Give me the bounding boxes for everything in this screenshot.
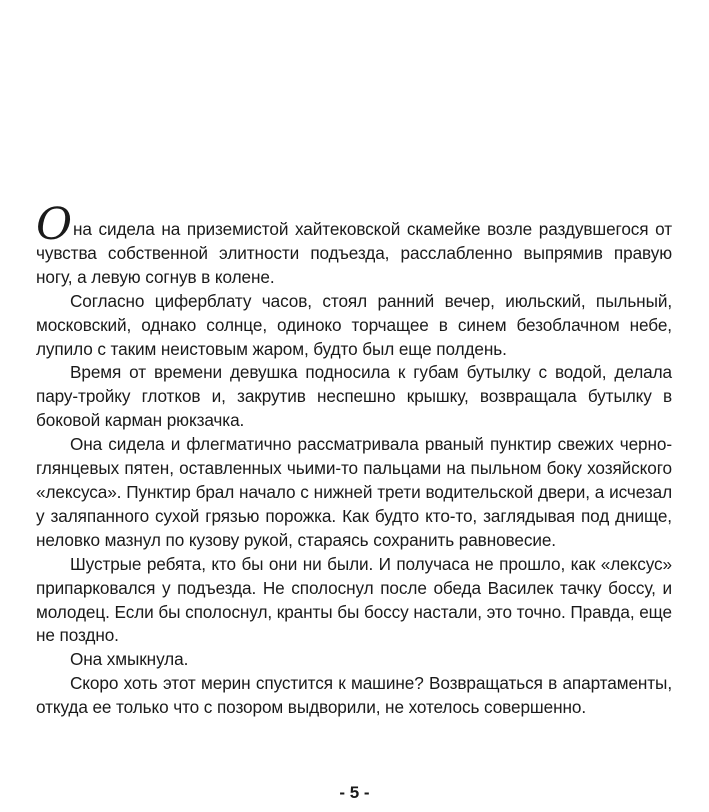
paragraph <box>36 199 672 290</box>
paragraph: Время от времени девушка подносила к губам бутылку с водой, делала пару-тройку глотков и, закрутив неспешно крышку, возвращала бутылку в боковой карман рюкзачка. <box>36 362 672 431</box>
body-text <box>36 199 672 720</box>
paragraph: Согласно циферблату часов, стоял ранний вечер, июльский, пыльный, московский, однако солнце, одиноко торчащее в синем безоблачном небе, лупило с таким неистовым жаром, будто был еще полдень. <box>36 290 672 359</box>
paragraph: Она сидела и флегматично рассматривала рваный пунктир свежих черно-глянцевых пятен, оставленных чьими-то пальцами на пыльном боку хозяйского «лексуса». Пунктир брал начало с нижней трети водительской двери, а исчезал у заляпанного сухой грязью порожка. Как будто кто-то, заглядывая под днище, неловко мазнул по кузову рукой, стараясь сохранить равновесие. <box>36 434 672 550</box>
paragraph: Шустрые ребята, кто бы они ни были. И получаса не прошло, как «лексус» припарковался у подъезда. Не сполоснул после обеда Василек тачку боссу, и молодец. Если бы сполоснул, кранты бы боссу настали, это точно. Правда, еще не поздно. <box>36 553 672 646</box>
paragraph: Она хмыкнула. <box>70 649 189 670</box>
page-number: - 5 - <box>339 783 370 802</box>
drop-cap: О <box>36 199 72 250</box>
paragraph-text: на сидела на приземистой хайтековской скамейке возле раздувшегося от чувства собственной элитности подъезда, расслабленно выпрямив правую ногу, а левую согнув в колене. <box>36 219 672 287</box>
paragraph: Скоро хоть этот мерин спустится к машине? Возвращаться в апартаменты, откуда ее только что с позором выдворили, не хотелось совершенно. <box>36 673 672 718</box>
